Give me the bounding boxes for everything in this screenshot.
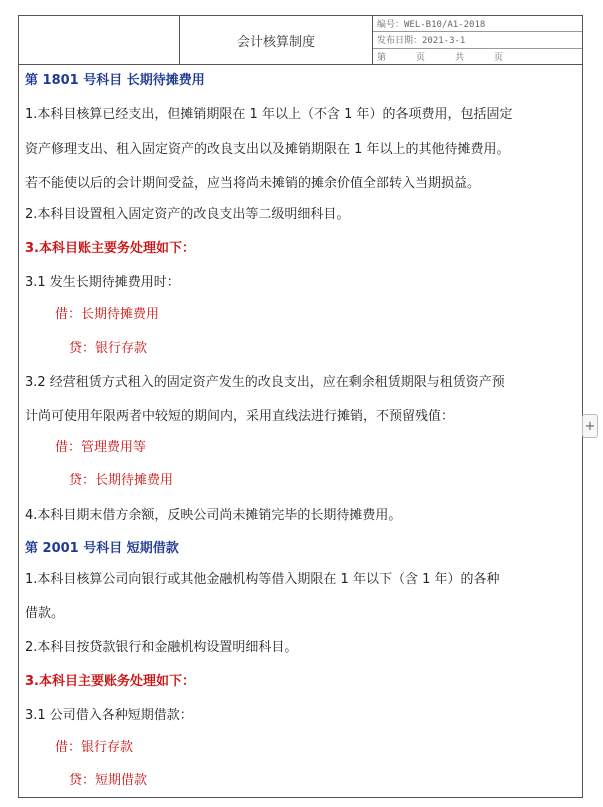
doc-number: 编号：WEL-B10/A1-2018 bbox=[373, 16, 582, 32]
debit-entry: 借：长期待摊费用 bbox=[55, 307, 160, 322]
credit-entry: 贷：银行存款 bbox=[69, 341, 148, 356]
document-header bbox=[18, 15, 583, 65]
expand-tab-icon[interactable]: + bbox=[582, 414, 598, 438]
paragraph-line: 3.2 经营租赁方式租入的固定资产发生的改良支出，应在剩余租赁期限与租赁资产预 bbox=[25, 375, 505, 390]
page-label: 页 bbox=[494, 52, 504, 63]
paragraph-line: 资产修理支出、租入固定资产的改良支出以及摊销期限在 1 年以上的其他待摊费用。 bbox=[25, 142, 510, 157]
header-title: 会计核算制度 bbox=[180, 16, 373, 64]
page-info bbox=[373, 49, 582, 64]
page-label: 第 bbox=[377, 52, 387, 63]
paragraph-line: 4.本科目期末借方余额，反映公司尚未摊销完毕的长期待摊费用。 bbox=[25, 508, 402, 523]
subsection-heading: 3.本科目主要账务处理如下： bbox=[25, 674, 195, 689]
paragraph-line: 计尚可使用年限两者中较短的期间内，采用直线法进行摊销，不预留残值： bbox=[25, 409, 455, 424]
paragraph-line: 3.1 发生长期待摊费用时： bbox=[25, 275, 180, 290]
logo-cell bbox=[19, 16, 180, 64]
paragraph-line: 2.本科目设置租入固定资产的改良支出等二级明细科目。 bbox=[25, 207, 350, 222]
paragraph-line: 1.本科目核算公司向银行或其他金融机构等借入期限在 1 年以下（含 1 年）的各种 bbox=[25, 572, 500, 587]
credit-entry: 贷：长期待摊费用 bbox=[69, 473, 174, 488]
paragraph-line: 2.本科目按贷款银行和金融机构设置明细科目。 bbox=[25, 640, 298, 655]
debit-entry: 借：管理费用等 bbox=[55, 440, 147, 455]
subsection-heading: 3.本科目账主要务处理如下： bbox=[25, 241, 195, 256]
document-body bbox=[18, 65, 583, 798]
section-heading: 第 2001 号科目 短期借款 bbox=[25, 541, 179, 556]
paragraph-line: 若不能使以后的会计期间受益，应当将尚未摊销的摊余价值全部转入当期损益。 bbox=[25, 176, 481, 191]
paragraph-line: 3.1 公司借入各种短期借款： bbox=[25, 708, 193, 723]
header-meta bbox=[373, 16, 582, 64]
page-label: 页 bbox=[416, 52, 426, 63]
paragraph-line: 1.本科目核算已经支出，但摊销期限在 1 年以上（不含 1 年）的各项费用，包括固定 bbox=[25, 107, 513, 122]
paragraph-line: 借款。 bbox=[25, 606, 65, 621]
credit-entry: 贷：短期借款 bbox=[69, 773, 148, 788]
section-heading: 第 1801 号科目 长期待摊费用 bbox=[25, 73, 205, 88]
debit-entry: 借：银行存款 bbox=[55, 740, 134, 755]
page-label: 共 bbox=[455, 52, 465, 63]
publish-date: 发布日期：2021-3-1 bbox=[373, 32, 582, 48]
